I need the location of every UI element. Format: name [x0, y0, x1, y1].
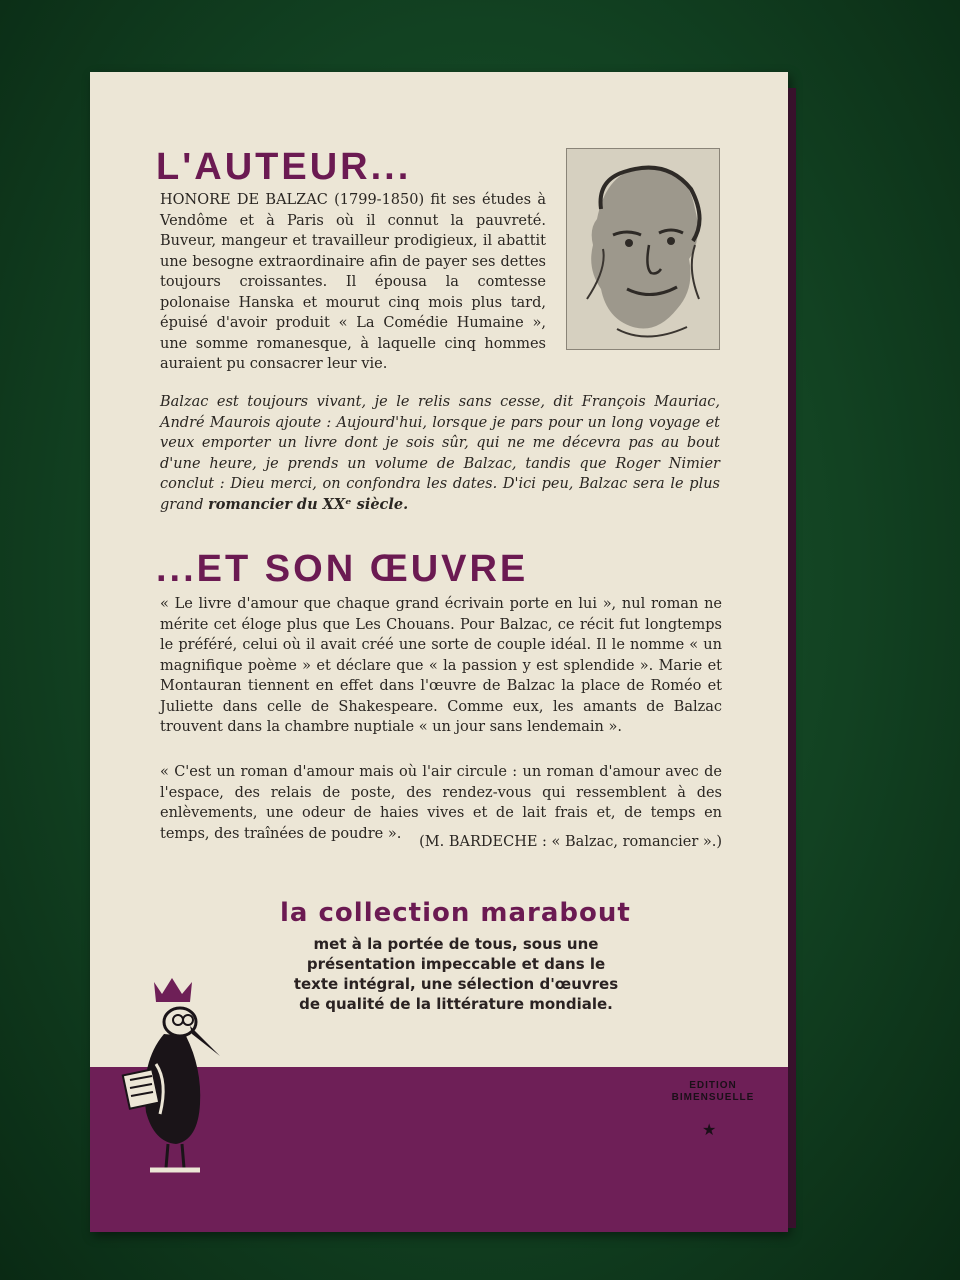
- collection-title: la collection marabout: [280, 898, 631, 928]
- work-heading: ...ET SON ŒUVRE: [156, 548, 529, 590]
- marabout-mascot-icon: [120, 972, 230, 1182]
- work-paragraph-2: « C'est un roman d'amour mais où l'air circule : un roman d'amour avec de l'espace, des relais de poste, des rendez-vous qui ressemblent à des enlèvements, une odeur de haies vives et de lait frais et, de temps en temps, des traînées de poudre ».: [160, 764, 722, 842]
- portrait-image: [566, 148, 720, 350]
- book-back-cover: [90, 72, 788, 1232]
- work-paragraph-1: « Le livre d'amour que chaque grand écrivain porte en lui », nul roman ne mérite cet éloge plus que Les Chouans. Pour Balzac, ce récit fut longtemps le préféré, celui où il avait créé une sorte de couple idéal. Il le nomme « un magnifique poème » et déclare que « la passion y est splendide ». Marie et Montauran tiennent en effet dans l'œuvre de Balzac la place de Roméo et Juliette dans celle de Shakespeare. Comme eux, les amants de Balzac trouvent dans la chambre nuptiale « un jour sans lendemain ».: [160, 596, 722, 735]
- quotes-text: Balzac est toujours vivant, je le relis sans cesse, dit François Mauriac, André Maurois ajoute : Aujourd'hui, lorsque je pars pour un long voyage et veux emporter un livre dont je sois sûr, qui ne me décevra pas au bout d'une heure, je prends un volume de Balzac, tandis que Roger Nimier conclut : Dieu merci, on confondra les dates. D'ici peu, Balzac sera le plus grand: [160, 394, 720, 513]
- crown-icon: [154, 978, 192, 1002]
- author-heading: L'AUTEUR...: [156, 146, 412, 188]
- attribution: (M. BARDECHE : « Balzac, romancier ».): [419, 834, 722, 850]
- edition-label: EDITION BIMENSUELLE: [671, 1080, 755, 1103]
- quotes-end: romancier du XXᵉ siècle.: [208, 495, 409, 513]
- star-icon: ★: [702, 1120, 717, 1139]
- collection-description: met à la portée de tous, sous une présentation impeccable et dans le texte intégral, une sélection d'œuvres de qualité de la littérature mondiale.: [293, 935, 619, 1013]
- author-biography: HONORE DE BALZAC (1799-1850) fit ses études à Vendôme et à Paris où il connut la pauvreté. Buveur, mangeur et travailleur prodigieux, il abattit une besogne extraordinaire afin de payer ses dettes toujours croissantes. Il épousa la comtesse polonaise Hanska et mourut cinq mois plus tard, épuisé d'avoir produit « La Comédie Humaine », une somme romanesque, à laquelle cinq hommes auraient pu consacrer leur vie.: [160, 192, 546, 372]
- author-quotes: [160, 392, 720, 515]
